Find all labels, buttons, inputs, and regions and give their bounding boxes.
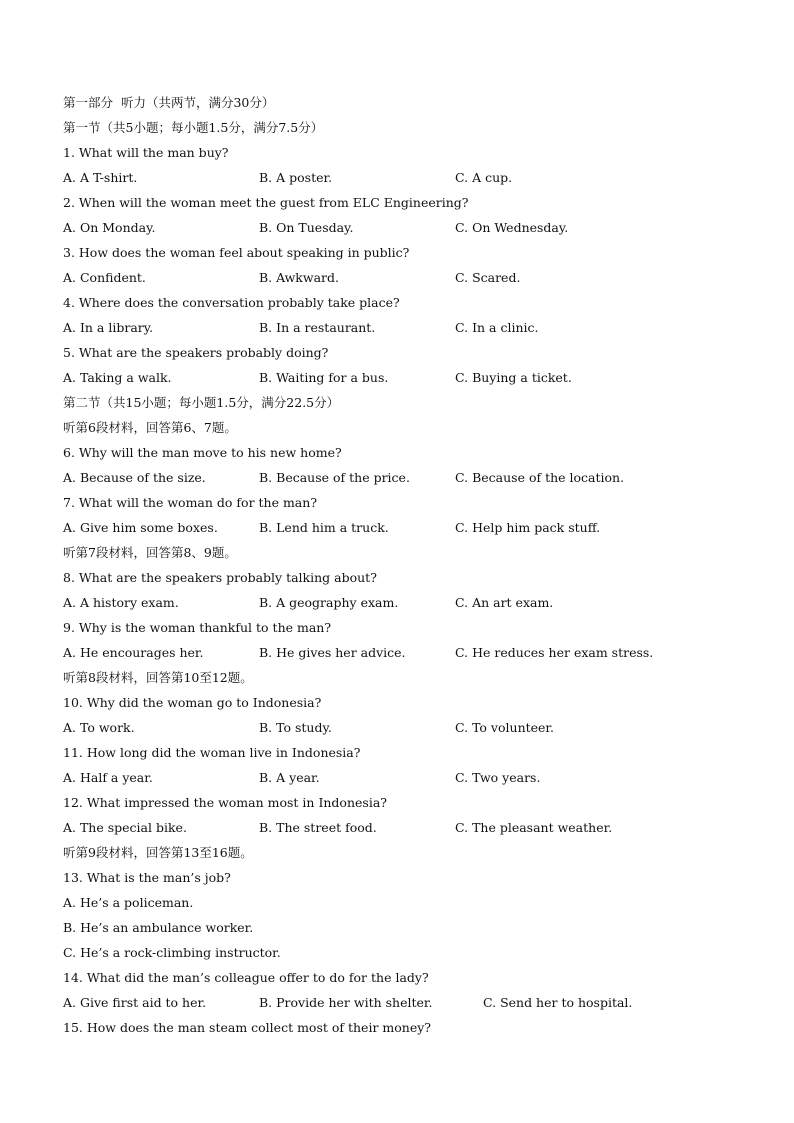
option-b: B. A year. <box>259 770 320 785</box>
listening-section <box>63 90 743 1040</box>
part-title: 第一部分 听力（共两节，满分30分） <box>63 95 275 110</box>
option-a: A. The special bike. <box>63 820 187 835</box>
section-1-title: 第一节（共5小题；每小题1.5分，满分7.5分） <box>63 120 324 135</box>
question-1: 1. What will the man buy? <box>63 145 229 160</box>
question-12: 12. What impressed the woman most in Indonesia? <box>63 795 387 810</box>
option-b: B. He’s an ambulance worker. <box>63 920 254 935</box>
options-4 <box>63 315 743 340</box>
question-8: 8. What are the speakers probably talking about? <box>63 570 377 585</box>
option-c: C. In a clinic. <box>455 320 539 335</box>
question-4: 4. Where does the conversation probably take place? <box>63 295 400 310</box>
instruction-material-6: 听第6段材料，回答第6、7题。 <box>63 420 237 435</box>
option-a: A. On Monday. <box>63 220 156 235</box>
question-10: 10. Why did the woman go to Indonesia? <box>63 695 322 710</box>
option-c: C. Two years. <box>455 770 541 785</box>
option-c: C. Scared. <box>455 270 521 285</box>
options-11 <box>63 765 743 790</box>
option-c: C. To volunteer. <box>455 720 555 735</box>
options-7 <box>63 515 743 540</box>
instruction-material-9: 听第9段材料，回答第13至16题。 <box>63 845 253 860</box>
question-14: 14. What did the man’s colleague offer to do for the lady? <box>63 970 429 985</box>
option-b: B. Because of the price. <box>259 470 410 485</box>
option-b: B. In a restaurant. <box>259 320 376 335</box>
question-13: 13. What is the man’s job? <box>63 870 231 885</box>
options-12 <box>63 815 743 840</box>
option-b: B. A geography exam. <box>259 595 399 610</box>
option-a: A. Give him some boxes. <box>63 520 218 535</box>
question-6: 6. Why will the man move to his new home? <box>63 445 342 460</box>
option-b: B. He gives her advice. <box>259 645 406 660</box>
option-b: B. Lend him a truck. <box>259 520 389 535</box>
question-9: 9. Why is the woman thankful to the man? <box>63 620 332 635</box>
option-c: C. Because of the location. <box>455 470 625 485</box>
option-c: C. He reduces her exam stress. <box>455 645 654 660</box>
option-a: A. In a library. <box>63 320 154 335</box>
option-c: C. On Wednesday. <box>455 220 569 235</box>
question-3: 3. How does the woman feel about speaking in public? <box>63 245 410 260</box>
option-a: A. Confident. <box>63 270 146 285</box>
option-c: C. He’s a rock-climbing instructor. <box>63 945 281 960</box>
option-a: A. Taking a walk. <box>63 370 172 385</box>
options-2 <box>63 215 743 240</box>
option-b: B. On Tuesday. <box>259 220 354 235</box>
option-a: A. He encourages her. <box>63 645 204 660</box>
option-c: C. Send her to hospital. <box>483 995 633 1010</box>
option-a: A. Give first aid to her. <box>63 995 207 1010</box>
option-b: B. To study. <box>259 720 332 735</box>
option-c: C. An art exam. <box>455 595 554 610</box>
options-6 <box>63 465 743 490</box>
option-b: B. Waiting for a bus. <box>259 370 389 385</box>
options-8 <box>63 590 743 615</box>
question-5: 5. What are the speakers probably doing? <box>63 345 329 360</box>
option-b: B. Awkward. <box>259 270 339 285</box>
instruction-material-8: 听第8段材料，回答第10至12题。 <box>63 670 253 685</box>
option-a: A. A history exam. <box>63 595 179 610</box>
option-c: C. A cup. <box>455 170 513 185</box>
option-a: A. A T-shirt. <box>63 170 138 185</box>
option-b: B. Provide her with shelter. <box>259 995 433 1010</box>
options-9 <box>63 640 743 665</box>
options-14 <box>63 990 743 1015</box>
option-c: C. Help him pack stuff. <box>455 520 601 535</box>
question-2: 2. When will the woman meet the guest from ELC Engineering? <box>63 195 469 210</box>
options-10 <box>63 715 743 740</box>
option-a: A. To work. <box>63 720 135 735</box>
options-1 <box>63 165 743 190</box>
option-a: A. Half a year. <box>63 770 153 785</box>
option-b: B. The street food. <box>259 820 377 835</box>
options-3 <box>63 265 743 290</box>
options-5 <box>63 365 743 390</box>
question-11: 11. How long did the woman live in Indonesia? <box>63 745 361 760</box>
question-7: 7. What will the woman do for the man? <box>63 495 318 510</box>
instruction-material-7: 听第7段材料，回答第8、9题。 <box>63 545 237 560</box>
option-a: A. Because of the size. <box>63 470 206 485</box>
option-c: C. The pleasant weather. <box>455 820 613 835</box>
option-b: B. A poster. <box>259 170 333 185</box>
option-a: A. He’s a policeman. <box>63 895 194 910</box>
question-15: 15. How does the man steam collect most of their money? <box>63 1020 431 1035</box>
section-2-title: 第二节（共15小题；每小题1.5分，满分22.5分） <box>63 395 340 410</box>
option-c: C. Buying a ticket. <box>455 370 572 385</box>
